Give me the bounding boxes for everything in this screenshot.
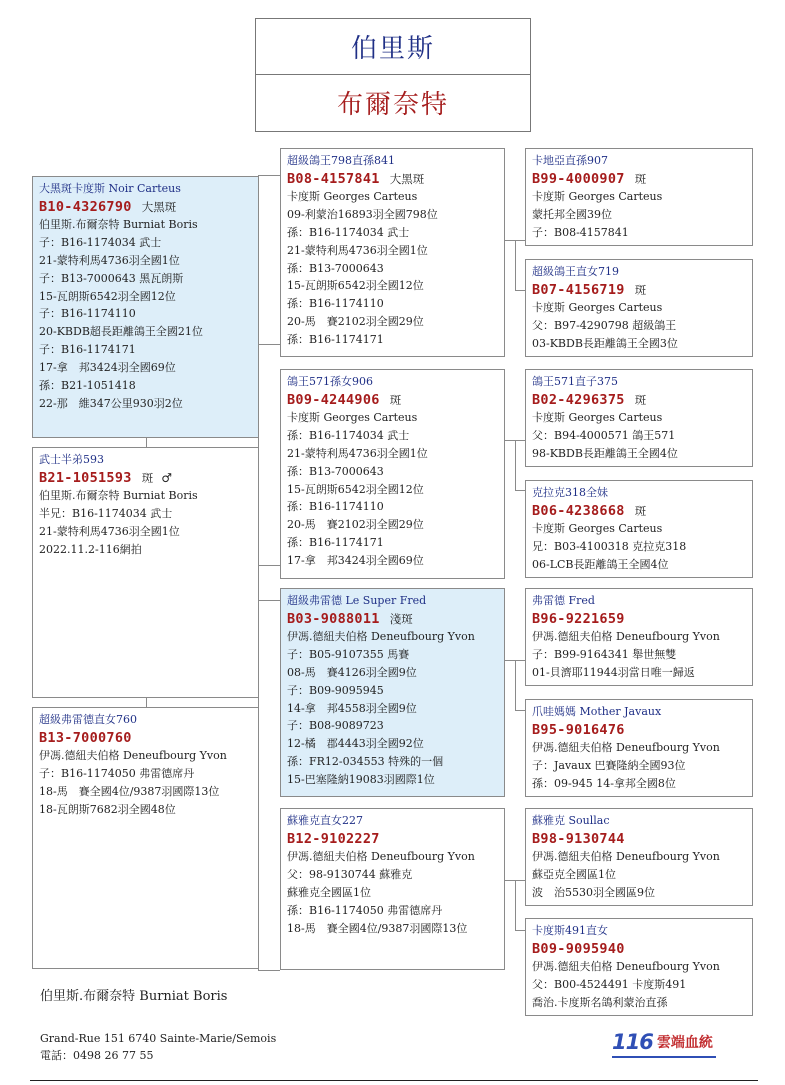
card-line: 喬治.卡度斯名鴿利蒙治直孫 (532, 995, 668, 1009)
card-line: 伊馮.德紐夫伯格 Deneufbourg Yvon (287, 849, 475, 863)
card-line: 08-馬 賽4126羽全國9位 (287, 665, 417, 679)
card-header: 爪哇媽媽 Mother Javaux (532, 705, 662, 718)
card-line: 蘇雅克全國區1位 (287, 885, 371, 899)
ring-number: B09-9095940 (532, 940, 625, 957)
subject-card (32, 176, 259, 438)
card-line: 孫：B16-1174034 武士 (287, 428, 410, 442)
ring-number: B95-9016476 (532, 721, 625, 738)
logo-text: 雲端血統 (656, 1035, 713, 1051)
color-label: 大黑斑 (389, 171, 425, 186)
card-line: 卡度斯 Georges Carteus (532, 300, 663, 314)
card-line: 孫：B13-7000643 (287, 261, 384, 275)
great-grandparent-card-8 (525, 918, 753, 1016)
card-line: 22-那 維347公里930羽2位 (39, 396, 183, 410)
logo-underline (612, 1056, 716, 1058)
card-line: 子：B08-9089723 (287, 719, 384, 733)
connector-gp2-ggp-v (515, 440, 516, 490)
sibling-card (32, 447, 259, 698)
card-header: 超級弗雷德 Le Super Fred (287, 594, 427, 607)
card-line: 卡度斯 Georges Carteus (287, 410, 418, 424)
ring-number: B08-4157841 (287, 170, 380, 187)
card-header: 弗雷德 Fred (532, 594, 595, 607)
breeder-phone: 電話：0498 26 77 55 (40, 1049, 154, 1062)
great-grandparent-card-4 (525, 480, 753, 578)
card-header: 鴿王571直子375 (532, 375, 618, 388)
card-header: 克拉克318全妹 (532, 486, 608, 499)
footer-divider (30, 1080, 758, 1081)
card-line: 子：B05-9107355 馬賽 (287, 647, 410, 661)
color-label: 斑 (634, 171, 647, 186)
connector-gp4 (258, 970, 280, 971)
great-grandparent-card-6 (525, 699, 753, 797)
male-icon: ♂ (161, 470, 172, 485)
card-line: 21-蒙特利馬4736羽全國1位 (39, 253, 180, 267)
card-line: 子：B16-1174110 (39, 307, 136, 321)
card-header: 超級鴿王798直孫841 (287, 154, 395, 167)
connector-ggp2 (515, 290, 525, 291)
great-grandparent-card-5 (525, 588, 753, 686)
card-line: 子：B16-1174034 武士 (39, 235, 162, 249)
great-grandparent-card-3 (525, 369, 753, 467)
grandparent-card-1 (280, 148, 505, 357)
card-line: 09-利蒙治16893羽全國798位 (287, 207, 438, 221)
connector-gp1-ggp-v (515, 240, 516, 290)
card-header: 蘇雅克直女227 (287, 814, 363, 827)
ring-number: B02-4296375 (532, 391, 625, 408)
card-line: 卡度斯 Georges Carteus (532, 189, 663, 203)
brand-logo (612, 1030, 713, 1054)
color-label: 斑 (634, 282, 647, 297)
card-line: 伊馮.德紐夫伯格 Deneufbourg Yvon (287, 629, 475, 643)
card-line: 17-拿 邦3424羽全國69位 (287, 554, 424, 568)
card-line: 卡度斯 Georges Carteus (532, 521, 663, 535)
card-line: 15-巴塞隆納19083羽國際1位 (287, 773, 435, 787)
card-line: 子：B99-9164341 舉世無雙 (532, 647, 677, 661)
card-line: 子：B09-9095945 (287, 683, 384, 697)
card-line: 15-瓦朗斯6542羽全國12位 (39, 289, 176, 303)
card-line: 子：Javaux 巴賽隆納全國93位 (532, 758, 686, 772)
card-line: 伯里斯.布爾奈特 Burniat Boris (39, 217, 198, 231)
breeder-contact (40, 1030, 276, 1064)
ring-number: B21-1051593 (39, 469, 132, 486)
card-line: 15-瓦朗斯6542羽全國12位 (287, 279, 424, 293)
card-line: 父：98-9130744 蘇雅克 (287, 867, 413, 881)
card-line: 子：B16-1174050 弗雷德席丹 (39, 766, 195, 780)
card-line: 兄：B03-4100318 克拉克318 (532, 539, 687, 553)
ring-number: B09-4244906 (287, 391, 380, 408)
card-line: 伊馮.德紐夫伯格 Deneufbourg Yvon (532, 959, 720, 973)
connector-gp3-ggp-v (515, 660, 516, 710)
great-grandparent-card-2 (525, 259, 753, 357)
ring-number: B07-4156719 (532, 281, 625, 298)
logo-number: 116 (612, 1030, 653, 1054)
card-line: 伊馮.德紐夫伯格 Deneufbourg Yvon (39, 748, 227, 762)
card-line: 孫：B16-1174034 武士 (287, 225, 410, 239)
connector-sire-dam (146, 697, 147, 707)
card-header: 大黑斑卡度斯 Noir Carteus (39, 182, 181, 195)
connector-gp4-ggp-v (515, 880, 516, 930)
ring-number: B10-4326790 (39, 198, 132, 215)
card-line: 孫：B16-1174171 (287, 333, 384, 347)
card-line: 孫：FR12-034553 特殊的一個 (287, 755, 444, 769)
card-line: 孫：B16-1174050 弗雷德席丹 (287, 903, 443, 917)
grandparent-card-2 (280, 369, 505, 579)
connector-subject (258, 344, 280, 345)
card-line: 孫：B21-1051418 (39, 379, 136, 393)
color-label: 斑 (634, 392, 647, 407)
color-label: 斑 (141, 470, 154, 485)
great-grandparent-card-1 (525, 148, 753, 246)
ring-number: B96-9221659 (532, 610, 625, 627)
card-line: 18-馬 賽全國4位/9387羽國際13位 (287, 921, 468, 935)
card-line: 波 治5530羽全國區9位 (532, 885, 655, 899)
card-header: 卡度斯491直女 (532, 924, 608, 937)
connector-gp1 (258, 175, 280, 176)
color-label: 斑 (389, 392, 402, 407)
card-header: 鴿王571孫女906 (287, 375, 373, 388)
ring-number: B03-9088011 (287, 610, 380, 627)
grandparent-card-3 (280, 588, 505, 797)
card-line: 2022.11.2-116網拍 (39, 542, 142, 556)
card-line: 孫：B16-1174110 (287, 297, 384, 311)
card-line: 孫：B13-7000643 (287, 464, 384, 478)
card-line: 98-KBDB長距離鴿王全國4位 (532, 446, 678, 460)
card-header: 卡地亞直孫907 (532, 154, 608, 167)
ring-number: B99-4000907 (532, 170, 625, 187)
ring-number: B98-9130744 (532, 830, 625, 847)
card-line: 父：B00-4524491 卡度斯491 (532, 977, 687, 991)
card-line: 伊馮.德紐夫伯格 Deneufbourg Yvon (532, 740, 720, 754)
card-line: 伯里斯.布爾奈特 Burniat Boris (39, 488, 198, 502)
card-header: 蘇雅克 Soullac (532, 814, 610, 827)
card-line: 孫：09-945 14-拿邦全國8位 (532, 776, 676, 790)
card-line: 17-拿 邦3424羽全國69位 (39, 361, 176, 375)
connector-subject-sire (146, 437, 147, 447)
title-box (255, 18, 531, 132)
card-line: 03-KBDB長距離鴿王全國3位 (532, 336, 678, 350)
card-line: 半兄：B16-1174034 武士 (39, 506, 173, 520)
ring-number: B13-7000760 (39, 729, 132, 746)
connector-ggp8 (515, 930, 525, 931)
color-label: 斑 (634, 503, 647, 518)
card-line: 18-馬 賽全國4位/9387羽國際13位 (39, 784, 220, 798)
card-line: 20-馬 賽2102羽全國29位 (287, 315, 424, 329)
card-line: 伊馮.德紐夫伯格 Deneufbourg Yvon (532, 629, 720, 643)
grandparent-card-4 (280, 808, 505, 970)
card-line: 伊馮.德紐夫伯格 Deneufbourg Yvon (532, 849, 720, 863)
card-line: 18-瓦朗斯7682羽全國48位 (39, 802, 176, 816)
card-line: 20-KBDB超長距離鴿王全國21位 (39, 325, 203, 339)
card-line: 卡度斯 Georges Carteus (287, 189, 418, 203)
card-header: 超級鴿王直女719 (532, 265, 619, 278)
card-header: 武士半弟593 (39, 453, 104, 466)
card-line: 01-貝濟耶11944羽當日唯一歸返 (532, 665, 695, 679)
pigeon-name-chinese: 伯里斯 (256, 19, 530, 75)
connector-ggp4 (515, 490, 525, 491)
connector-gp2 (258, 565, 280, 566)
connector-gp3 (258, 600, 280, 601)
ring-number: B06-4238668 (532, 502, 625, 519)
card-line: 子：B08-4157841 (532, 225, 629, 239)
card-line: 孫：B16-1174110 (287, 500, 384, 514)
breeder-address: Grand-Rue 151 6740 Sainte-Marie/Semois (40, 1032, 277, 1045)
card-line: 子：B13-7000643 黑瓦朗斯 (39, 271, 184, 285)
card-line: 06-LCB長距離鴿王全國4位 (532, 557, 669, 571)
card-header: 超級弗雷德直女760 (39, 713, 137, 726)
card-line: 20-馬 賽2102羽全國29位 (287, 518, 424, 532)
breeder-name: 伯里斯.布爾奈特 Burniat Boris (40, 989, 228, 1004)
ring-number: B12-9102227 (287, 830, 380, 847)
card-line: 14-拿 邦4558羽全國9位 (287, 701, 417, 715)
card-line: 卡度斯 Georges Carteus (532, 410, 663, 424)
card-line: 蘇亞克全國區1位 (532, 867, 616, 881)
card-line: 21-蒙特利馬4736羽全國1位 (287, 243, 428, 257)
card-line: 父：B94-4000571 鴿王571 (532, 428, 676, 442)
card-line: 子：B16-1174171 (39, 343, 136, 357)
card-line: 21-蒙特利馬4736羽全國1位 (287, 446, 428, 460)
great-grandparent-card-7 (525, 808, 753, 906)
card-line: 15-瓦朗斯6542羽全國12位 (287, 482, 424, 496)
card-line: 父：B97-4290798 超級鴿王 (532, 318, 677, 332)
card-line: 21-蒙特利馬4736羽全國1位 (39, 524, 180, 538)
color-label: 大黑斑 (141, 199, 177, 214)
color-label: 淺斑 (389, 611, 413, 626)
card-line: 12-橘 郡4443羽全國92位 (287, 737, 424, 751)
connector-ggp6 (515, 710, 525, 711)
dam-card (32, 707, 259, 969)
card-line: 孫：B16-1174171 (287, 536, 384, 550)
card-line: 蒙托邦全國39位 (532, 207, 612, 221)
breeder-name-chinese: 布爾奈特 (336, 90, 449, 120)
